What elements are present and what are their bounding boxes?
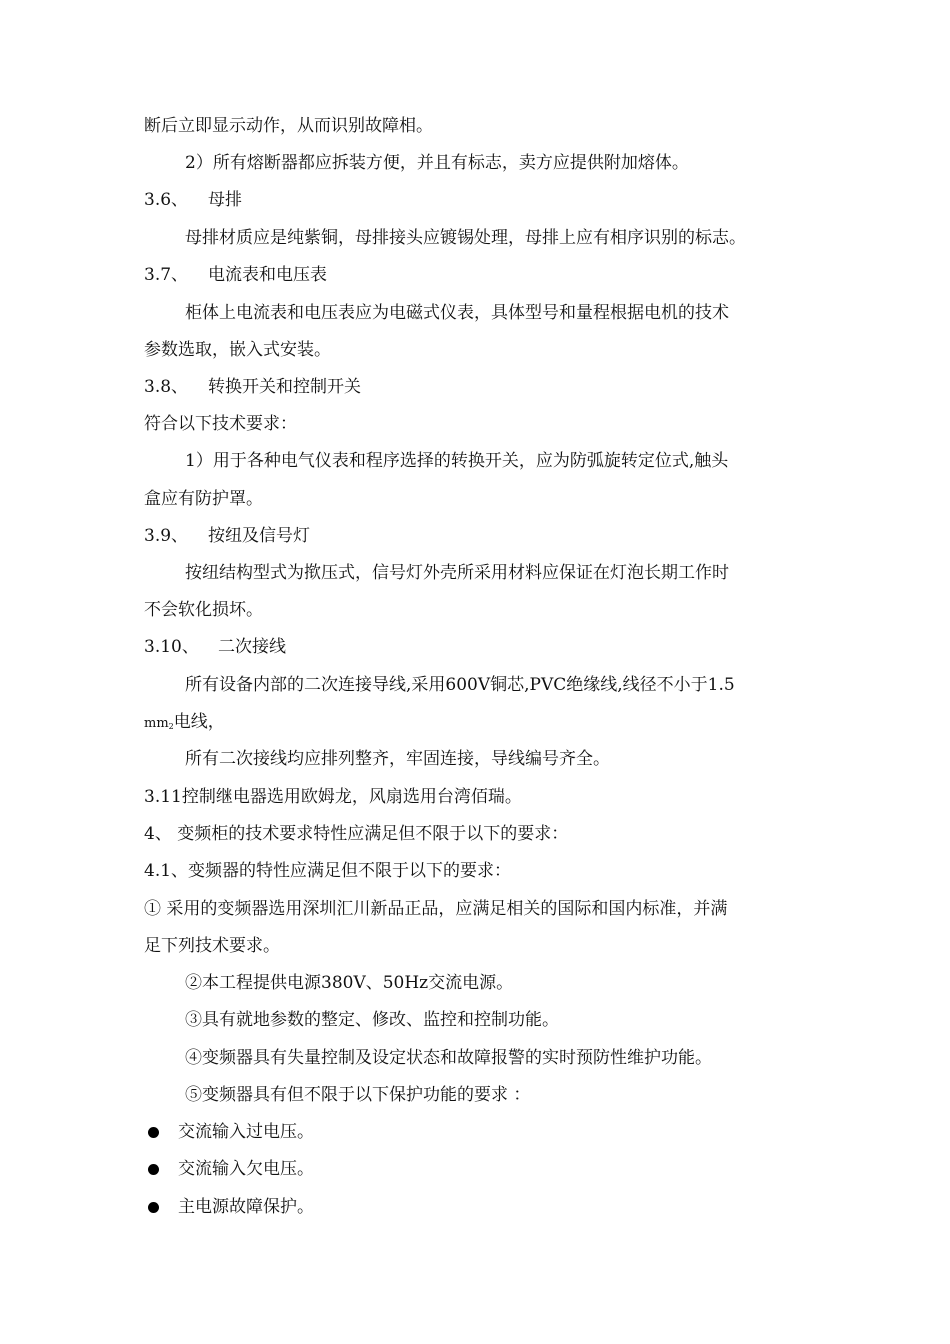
section-title: 转换开关和控制开关 <box>208 377 361 397</box>
unit-mm: mm <box>144 716 169 731</box>
item-1-line-2: 足下列技术要求。 <box>144 936 280 956</box>
section-heading-3-8 <box>144 374 824 400</box>
bullet-icon <box>148 1164 159 1175</box>
bullet-text: 交流输入欠电压。 <box>178 1159 314 1179</box>
paragraph-3-10-line-1: 所有设备内部的二次连接导线,采用600V铜芯,PVC绝缘线,线径不小于1.5 <box>185 675 735 695</box>
fuse-item-2: 2）所有熔断器都应拆装方便，并且有标志，卖方应提供附加熔体。 <box>185 153 689 173</box>
bullet-text: 交流输入过电压。 <box>178 1122 314 1142</box>
section-number: 3.6、 <box>144 190 189 210</box>
item-5: ⑤变频器具有但不限于以下保护功能的要求 ： <box>185 1085 531 1105</box>
item-4: ④变频器具有失量控制及设定状态和故障报警的实时预防性维护功能。 <box>185 1048 712 1068</box>
section-title: 母排 <box>208 190 242 210</box>
section-heading-4-1: 4.1、变频器的特性应满足但不限于以下的要求： <box>144 861 512 881</box>
section-heading-3-10 <box>144 634 824 660</box>
paragraph-3-10-line-3: 所有二次接线均应排列整齐，牢固连接，导线编号齐全。 <box>185 749 610 769</box>
item-2: ②本工程提供电源380V、50Hz交流电源。 <box>185 973 514 993</box>
bullet-icon <box>148 1127 159 1138</box>
paragraph-3-8-intro: 符合以下技术要求： <box>144 414 297 434</box>
section-heading-4: 4、 变频柜的技术要求特性应满足但不限于以下的要求： <box>144 824 569 844</box>
section-heading-3-6 <box>144 187 824 213</box>
paragraph-3-8-line-2: 盒应有防护罩。 <box>144 489 263 509</box>
section-title: 按纽及信号灯 <box>208 526 310 546</box>
section-heading-3-7 <box>144 262 824 288</box>
paragraph-3-7-line-2: 参数选取，嵌入式安装。 <box>144 340 331 360</box>
section-number: 3.8、 <box>144 377 189 397</box>
text-line: 断后立即显示动作，从而识别故障相。 <box>144 116 433 136</box>
paragraph-3-7-line-1: 柜体上电流表和电压表应为电磁式仪表，具体型号和量程根据电机的技术 <box>185 303 729 323</box>
section-title: 电流表和电压表 <box>208 265 327 285</box>
item-3: ③具有就地参数的整定、修改、监控和控制功能。 <box>185 1010 559 1030</box>
paragraph-3-10-line-2 <box>144 709 824 738</box>
section-number: 3.9、 <box>144 526 189 546</box>
paragraph-3-6: 母排材质应是纯紫铜，母排接头应镀锡处理，母排上应有相序识别的标志。 <box>185 228 746 248</box>
item-1-line-1: ① 采用的变频器选用深圳汇川新品正品，应满足相关的国际和国内标准，并满 <box>144 899 728 919</box>
paragraph-3-11: 3.11控制继电器选用欧姆龙，风扇选用台湾佰瑞。 <box>144 787 522 807</box>
section-number: 3.7、 <box>144 265 189 285</box>
paragraph-3-9-line-2: 不会软化损坏。 <box>144 600 263 620</box>
bullet-text: 主电源故障保护。 <box>178 1197 314 1217</box>
paragraph-3-8-line-1: 1）用于各种电气仪表和程序选择的转换开关，应为防弧旋转定位式,触头 <box>185 451 729 471</box>
section-heading-3-9 <box>144 523 824 549</box>
line-rest: 电线， <box>173 712 225 732</box>
section-number: 3.10、 <box>144 637 199 657</box>
unit-superscript: 2 <box>168 722 174 731</box>
section-title: 二次接线 <box>218 637 286 657</box>
paragraph-3-9-line-1: 按纽结构型式为揿压式，信号灯外壳所采用材料应保证在灯泡长期工作时 <box>185 563 729 583</box>
bullet-icon <box>148 1202 159 1213</box>
